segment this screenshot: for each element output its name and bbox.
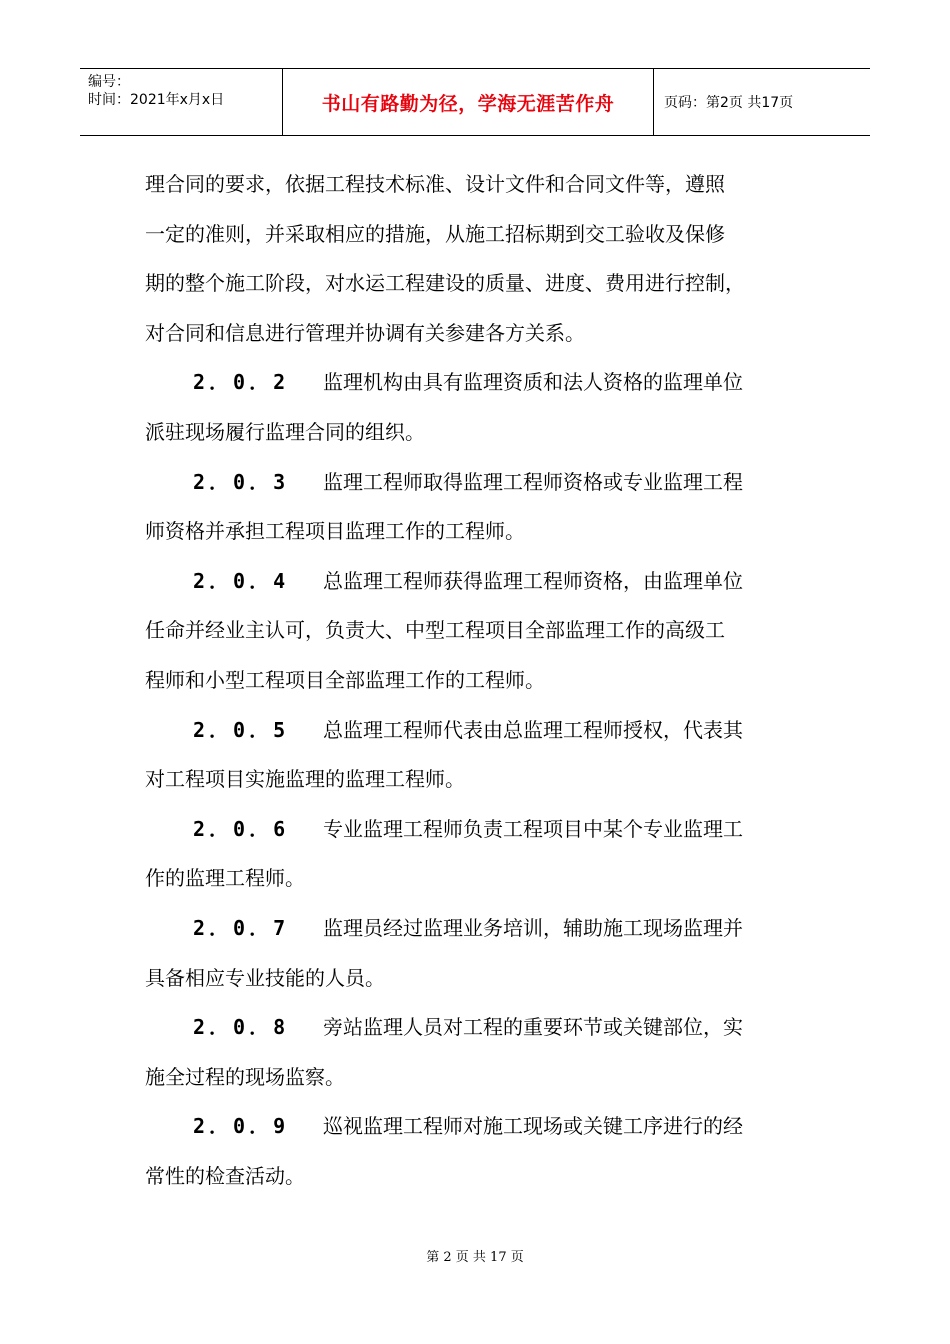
header-page-info: 页码：第2页 共17页: [664, 95, 794, 111]
body-line: 作的监理工程师。: [145, 866, 305, 891]
clause-number: 2．0．8: [193, 1015, 290, 1040]
header-meta: [80, 69, 283, 135]
body-line: 常性的检查活动。: [145, 1163, 305, 1188]
header-motto: 书山有路勤为径，学海无涯苦作舟: [283, 69, 654, 135]
page-header: [80, 68, 870, 136]
clause-number: 2．0．3: [193, 469, 290, 494]
clause-text: 巡视监理工程师对施工现场或关键工序进行的经: [323, 1114, 743, 1139]
clause-text: 监理员经过监理业务培训，辅助施工现场监理并: [323, 915, 743, 940]
body-line: 施全过程的现场监察。: [145, 1064, 345, 1089]
document-body: [145, 160, 805, 1201]
clause-number: 2．0．5: [193, 717, 290, 742]
clause-first-line: [145, 904, 805, 954]
body-line: 理合同的要求，依据工程技术标准、设计文件和合同文件等，遵照: [145, 172, 725, 196]
clause-number: 2．0．7: [193, 915, 290, 940]
body-line: 对工程项目实施监理的监理工程师。: [145, 767, 465, 792]
body-line: 对合同和信息进行管理并协调有关参建各方关系。: [145, 320, 585, 345]
clause-text: 监理工程师取得监理工程师资格或专业监理工程: [323, 469, 743, 494]
clause-first-line: [145, 358, 805, 408]
clause-first-line: [145, 1102, 805, 1152]
body-line: 任命并经业主认可，负责大、中型工程项目全部监理工作的高级工: [145, 618, 725, 643]
document-time-label: 时间：2021年x月x日: [88, 92, 225, 108]
clause-number: 2．0．2: [193, 370, 290, 395]
clause-first-line: [145, 706, 805, 756]
clause-first-line: [145, 557, 805, 607]
clause-first-line: [145, 1003, 805, 1053]
page-footer: 第 2 页 共 17 页: [426, 1250, 524, 1265]
body-line: 具备相应专业技能的人员。: [145, 965, 385, 990]
document-number-label: 编号：: [88, 74, 130, 90]
clause-number: 2．0．4: [193, 568, 290, 593]
clause-number: 2．0．6: [193, 816, 290, 841]
clause-number: 2．0．9: [193, 1114, 290, 1139]
clause-text: 专业监理工程师负责工程项目中某个专业监理工: [323, 816, 743, 841]
body-line: 派驻现场履行监理合同的组织。: [145, 419, 425, 444]
body-line: 师资格并承担工程项目监理工作的工程师。: [145, 519, 525, 544]
clause-text: 监理机构由具有监理资质和法人资格的监理单位: [323, 370, 743, 395]
body-line: 期的整个施工阶段，对水运工程建设的质量、进度、费用进行控制，: [145, 271, 745, 296]
clause-first-line: [145, 458, 805, 508]
clause-text: 总监理工程师获得监理工程师资格，由监理单位: [323, 568, 743, 593]
body-line: 程师和小型工程项目全部监理工作的工程师。: [145, 667, 545, 692]
clause-first-line: [145, 805, 805, 855]
body-line: 一定的准则，并采取相应的措施，从施工招标期到交工验收及保修: [145, 221, 725, 246]
clause-text: 旁站监理人员对工程的重要环节或关键部位，实: [323, 1015, 743, 1040]
clause-text: 总监理工程师代表由总监理工程师授权，代表其: [323, 717, 743, 742]
